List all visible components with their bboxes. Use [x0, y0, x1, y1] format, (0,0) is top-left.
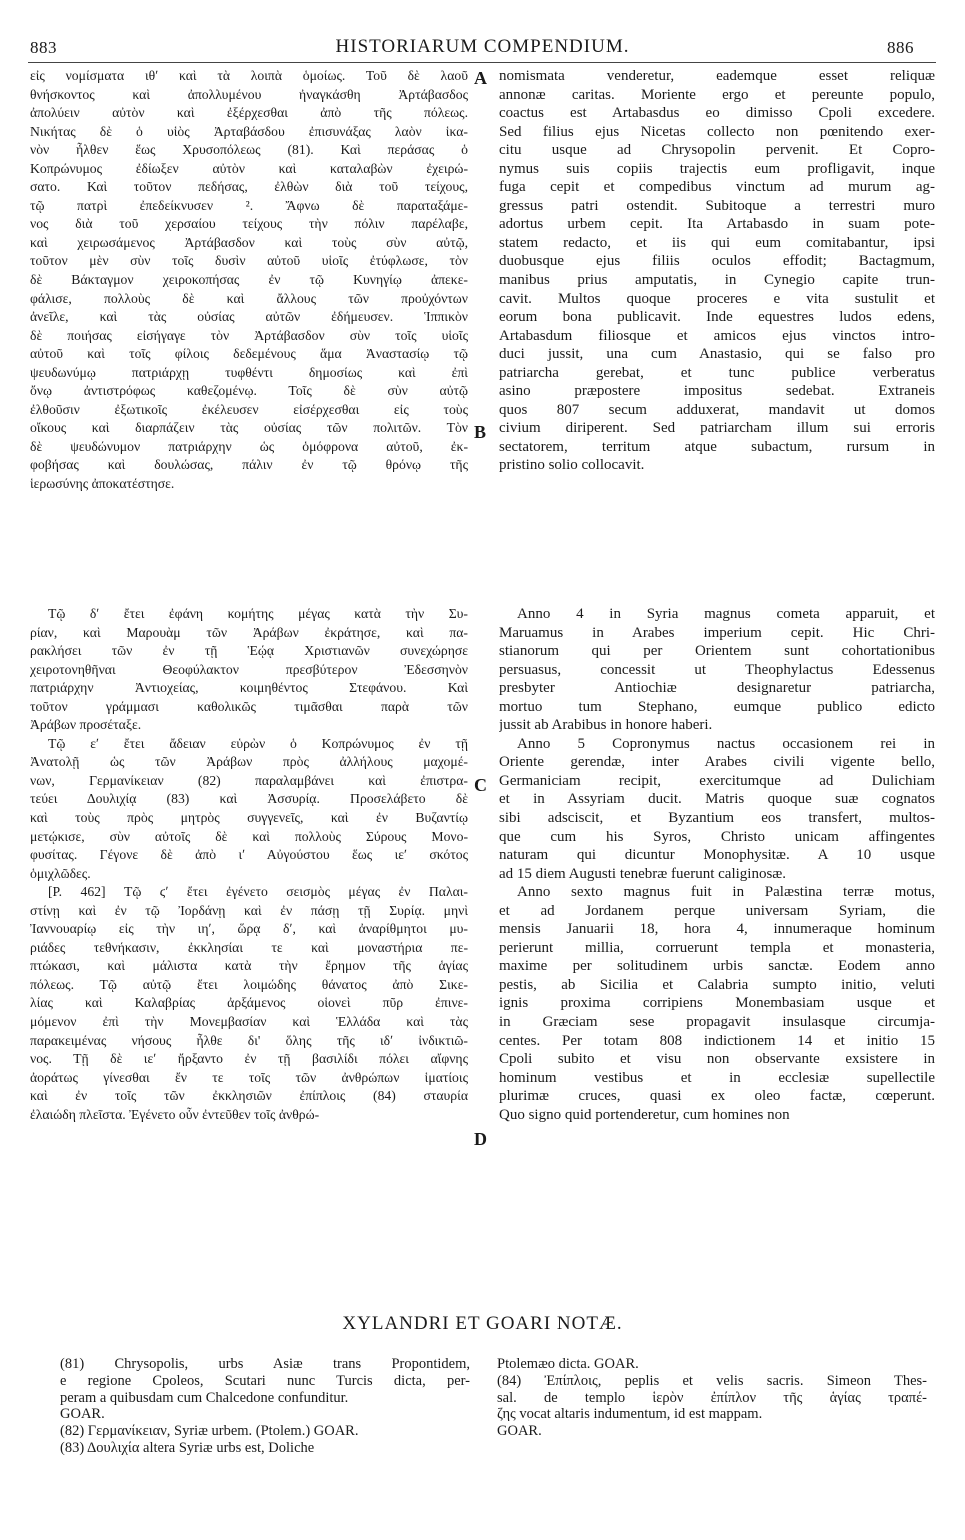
text-line: civium diriperent. Sed patriarcham illum sui erroris — [499, 420, 935, 437]
text-line: ἐλαιώδη πλεῖστα. Ἐγένετο οὖν ἐντεῦθεν τοῖς ἀνθρώ- — [30, 1106, 320, 1122]
text-line: Ptolemæo dicta. GOAR. — [497, 1356, 639, 1372]
text-line: quos 807 secum adduxerat, mandavit ut domos — [499, 401, 935, 418]
text-line: persuasus, concessit ut Theophylactus Edessenus — [499, 661, 935, 678]
text-line: in Græciam sese propagavit insulasque circumja- — [499, 1014, 935, 1031]
text-line: GOAR. — [497, 1423, 542, 1440]
text-line: naturam qui dicuntur Monophysitæ. A 10 usque — [499, 847, 935, 864]
text-line: cavit. Multos quoque proceres e vita sustulit et — [499, 290, 935, 307]
text-line: Κοπρώνυμος ἐδίωξεν αὐτὸν καὶ καταλαβὼν ἐχειρώ- — [30, 160, 468, 176]
text-line: Artabasdum filiosque et amicos ejus vinctos intro- — [499, 327, 935, 344]
running-title: HISTORIARUM COMPENDIUM. — [335, 36, 630, 57]
text-line: et in Assyriam ducit. Matris quoque suæ cognatos — [499, 791, 935, 808]
text-line: θνήσκοντος καὶ ἀπολλυμένου ἠναγκάσθη Ἀρτάβασδος — [30, 86, 468, 102]
text-line: Sed filius ejus Nicetas collecto non pœnitendo exer- — [499, 123, 935, 140]
text-line: manibus prius amputatis, in Cynegio capite trun- — [499, 272, 935, 289]
text-line: ὁμιχλῶδες. — [30, 865, 91, 881]
text-line: adortus urbem cepit. Ita Artabasdo in suam pote- — [499, 216, 935, 233]
section-marker-d: D — [474, 1129, 487, 1149]
text-line: λίας καὶ Καλαβρίας ἀρξάμενος οἱονεὶ πῦρ ἐπινε- — [30, 995, 468, 1011]
text-line: sal. de templo ἱερὸν ἐπίπλον τῆς ἁγίας τραπέ- — [497, 1389, 927, 1406]
text-line: παρακειμένας νήσους ἦλθε δι' ὅλης τῆς ιδʹ ἰνδικτιῶ- — [30, 1032, 468, 1048]
text-line: φυσίτας. Γέγονε δὲ ἀπὸ ιʹ Αὐγούστου ἕως ιεʹ σκότος — [30, 847, 468, 863]
text-line: ρακλήσει τῶν ἐν τῇ Ἑῴᾳ Χριστιανῶν συνεχώρησε — [30, 643, 468, 659]
page-number-left: 883 — [30, 38, 57, 57]
text-line: Oriente gerendæ, inter Arabes civili vigente bello, — [499, 754, 935, 771]
text-line: ad 15 diem Augusti tenebræ fuerunt caliginosæ. — [499, 865, 787, 882]
text-line: et ad Jordanem perque universam Syriam, die — [499, 902, 935, 919]
text-line: οἴκους καὶ διαρπάζειν τὰς οὐσίας τῶν πολιτῶν. Τὸν — [30, 420, 468, 436]
text-line: εἰς νομίσματα ιθʹ καὶ τὰ λοιπὰ ὁμοίως. Τοῦ δὲ λαοῦ — [30, 68, 468, 83]
greek-column-part-b — [30, 605, 468, 1124]
text-line: δὲ ποιήσας εἰσήγαγε τὸν Ἀρτάβασδον σὺν τοῖς υἱοῖς — [30, 327, 468, 343]
text-line: Τῷ εʹ ἔτει ἄδειαν εὑρὼν ὁ Κοπρώνυμος ἐν τῇ — [48, 735, 468, 751]
text-line: ἱερωσύνης ἀποκατέστησε. — [30, 476, 175, 492]
text-line: eorum bona publicavit. Inde equestres ludos edens, — [499, 309, 935, 326]
greek-column-part-a — [30, 67, 468, 494]
text-line: Anno sexto magnus fuit in Palæstina terræ motus, — [517, 884, 935, 901]
text-line: stianorum qui per Orientem sunt cohortationibus — [499, 643, 935, 660]
text-line: centes. Per totam 808 indictionem 14 et initio 15 — [499, 1032, 935, 1049]
text-line: nymus suis copiis trajectis eum profligavit, inque — [499, 160, 935, 177]
text-line: [P. 462] Τῷ ϛʹ ἔτει ἐγένετο σεισμὸς μέγας ἐν Παλαι- — [48, 884, 468, 900]
text-line: plurimæ cruces, quasi ex oleo factæ, cœperunt. — [499, 1088, 935, 1105]
text-line: νων, Γερμανίκειαν (82) παραλαμβάνει καὶ ἐπιστρα- — [30, 772, 468, 788]
text-line: τεύει Δουλιχίᾳ (83) καὶ Ἀσσυρίᾳ. Προσελάβετο δὲ — [30, 791, 468, 807]
text-line: sibi adsciscit, et Byzantium eos transfert, multos- — [499, 810, 935, 827]
text-line: asino præpostere impositus sedebat. Extraneis — [499, 383, 935, 400]
text-line: coactus est Artabasdus eo dimisso Cpoli excedere. — [499, 105, 935, 122]
text-line: jussit ab Arabibus in honore haberi. — [499, 717, 713, 734]
text-line: e regione Cpoleos, Scutari nunc Turcis dicta, per- — [60, 1372, 470, 1389]
text-line: Anno 5 Copronymus nactus occasionem rei in — [517, 735, 935, 752]
text-line: Νικήτας δὲ ὁ υἱὸς Ἀρταβάσδου ἐπισυνάξας λαὸν ἱκα- — [30, 123, 468, 139]
text-line: statem redacto, et iis qui eum comitabantur, ipsi — [499, 234, 935, 251]
text-line: mensis Januarii 18, hora 4, innumeraque hominum — [499, 921, 935, 938]
text-line: ἀπολύειν αὐτὸν καὶ ἐξέρχεσθαι ἀπὸ τῆς πόλεως. — [30, 105, 468, 121]
section-marker-a: A — [474, 68, 487, 88]
section-marker-b: B — [474, 422, 487, 442]
text-line: ζης vocat altaris indumentum, id est mappam. — [497, 1406, 763, 1423]
text-line: καὶ χειρωσάμενος Ἀρτάβασδον καὶ τοὺς σὺν αὐτῷ, — [30, 234, 468, 250]
text-line: que cum his Syros, Christo unicam affingentes — [499, 828, 935, 845]
text-line: νος. Τῇ δὲ ιεʹ ἤρξαντο ἐν τῇ βασιλίδι πόλει αἴφνης — [30, 1051, 468, 1067]
text-line: duobusque ejus filiis oculos effodit; Bactagmum, — [499, 253, 935, 270]
text-line: ψευδωνύμῳ πατριάρχῃ τυφθέντι δημοσίως καὶ ἐπὶ — [30, 364, 468, 380]
text-line: (83) Δουλιχία altera Syriæ urbs est, Doliche — [60, 1439, 315, 1456]
text-line: Quo signo quid portenderetur, cum homines non — [499, 1106, 790, 1123]
text-line: mortuo tum Stephano, eumque publico edicto — [499, 698, 935, 715]
header-rule — [28, 62, 936, 63]
text-line: citu usque ad Chrysopolin pervenit. Et Copro- — [499, 142, 935, 159]
text-line: ριάδες τεθνήκασιν, ἐκκλησίαι τε καὶ μοναστήρια πε- — [30, 939, 468, 955]
text-line: δὲ ψευδώνυμον πατριάρχην ὡς ὁμόφρονα αὐτοῦ, ἐκ- — [30, 438, 468, 454]
text-line: φάλισε, πολλοὺς δὲ καὶ ἄλλους τῶν προὐχόντων — [30, 290, 468, 306]
text-line: καὶ τοὺς πρὸς μητρὸς συγγενεῖς, καὶ ἐν Βυζαντίῳ — [30, 810, 468, 826]
text-line: Anno 4 in Syria magnus cometa apparuit, et — [517, 606, 935, 622]
text-line: καὶ ἐν τοῖς τῶν ἐκκλησιῶν ἐπίπλοις (84) σταυρία — [30, 1088, 468, 1104]
latin-column-part-b — [499, 605, 935, 1124]
text-line: τοῦτον γράμμασι καθολικῶς τιμᾶσθαι παρὰ τῶν — [30, 698, 468, 714]
text-line: fuga cepit et compedibus vinctum ad murum ag- — [499, 179, 935, 196]
text-line: ἀοράτως γίνεσθαι ἔν τε τοῖς τῶν ἀνθρώπων ἱματίοις — [30, 1069, 468, 1085]
text-line: sectatorem, territum atque subactum, rursum in — [499, 438, 935, 455]
text-line: σατο. Καὶ τοῦτον πεδήσας, ἐλθὼν διὰ τοῦ τείχους, — [30, 179, 468, 195]
text-line: ὄνῳ ἀντιστρόφως καθεζομένῳ. Τοῖς δὲ σὺν αὐτῷ — [30, 383, 468, 399]
notes-right-column — [497, 1356, 927, 1440]
text-line: peram a quibusdam cum Chalcedone confunditur. — [60, 1389, 349, 1406]
text-line: νὸν ἦλθεν ἕως Χρυσοπόλεως (81). Καὶ περάσας ὁ — [30, 142, 468, 158]
notes-left-column — [60, 1356, 470, 1457]
text-line: (82) Γερμανίκειαν, Syriæ urbem. (Ptolem.) GOAR. — [60, 1423, 359, 1440]
text-line: φοβήσας καὶ δουλώσας, πάλιν ἐν τῷ θρόνῳ τῆς — [30, 457, 468, 473]
text-line: νος διὰ τοῦ χερσαίου τείχους τὴν πόλιν παρέλαβε, — [30, 216, 468, 232]
text-line: μετῴκισε, σὺν αὐτοῖς δὲ καὶ πολλοὺς Σύρους Μονο- — [30, 828, 468, 844]
text-line: Cpoli subito et visu non observante exsistere in — [499, 1051, 935, 1068]
text-line: ignis proxima corripiens Monembasiam usque et — [499, 995, 935, 1012]
page-number-right: 886 — [887, 38, 914, 57]
section-marker-c: C — [474, 775, 487, 795]
text-line: pristino solio collocavit. — [499, 457, 645, 474]
text-line: nomismata venderetur, eademque esset reliquæ — [499, 68, 935, 84]
text-line: ἀνεῖλε, καὶ τὰς οὐσίας αὐτῶν ἐδήμευσεν. Ἱππικὸν — [30, 309, 468, 325]
text-line: Germaniciam recipit, exercitumque ad Dulichiam — [499, 772, 935, 789]
text-line: πόλεως. Τῷ αὐτῷ ἔτει λοιμώδης θάνατος ἀπὸ Σικε- — [30, 976, 468, 992]
text-line: δὲ Βάκταγμον χειροκοπήσας ἐν τῷ Κυνηγίῳ ἀπεκε- — [30, 272, 468, 288]
text-line: Ἰαννουαρίῳ εἰς τὴν ιηʹ, ὥρᾳ δʹ, καὶ ἀναρίθμητοι μυ- — [30, 921, 468, 937]
text-line: patriarcha gerebat, et tunc publice verberatus — [499, 364, 935, 381]
notes-heading: XYLANDRI ET GOARI NOTÆ. — [342, 1313, 623, 1334]
text-line: (81) Chrysopolis, urbs Asiæ trans Propontidem, — [60, 1356, 470, 1372]
text-line: Ἀράβων προσέταξε. — [30, 717, 142, 733]
text-line: αὐτοῦ καὶ τοῖς φίλοις δεδεμένους ἅμα Ἀναστασίῳ τῷ — [30, 346, 468, 362]
text-line: χειροτονηθῆναι Θεοφύλακτον πρεσβύτερον Ἐδεσσηνὸν — [30, 661, 468, 677]
text-line: pestis, ab Sicilia et Calabria sumpto initio, veluti — [499, 976, 935, 993]
text-line: ρίαν, καὶ Μαρουὰμ τῶν Ἀράβων ἐκράτησε, καὶ πα- — [30, 624, 468, 640]
text-line: duci jussit, una cum Anastasio, qui se falso pro — [499, 346, 935, 363]
text-line: Maruamus in Arabes imperium cepit. Hic Chri- — [499, 624, 935, 641]
text-line: (84) Ἐπίπλοις, peplis et velis sacris. Simeon Thes- — [497, 1372, 927, 1389]
text-line: Τῷ δʹ ἔτει ἐφάνη κομήτης μέγας κατὰ τὴν Συ- — [48, 606, 468, 621]
text-line: ἐλθοῦσιν ἐξωτικοῖς ἐκέλευσεν εἰσέρχεσθαι εἰς τοὺς — [30, 401, 468, 417]
text-line: πτώκασι, καὶ μάλιστα κατὰ τὴν ἔρημον τῆς ἁγίας — [30, 958, 468, 974]
text-line: maxime per solitudinem urbis sanctæ. Eodem anno — [499, 958, 935, 975]
text-line: στίνῃ καὶ ἐν τῷ Ἰορδάνῃ καὶ ἐν πάσῃ τῇ Συρίᾳ. μηνὶ — [30, 902, 468, 918]
text-line: annonæ caritas. Moriente ergo et pereunte populo, — [499, 86, 935, 103]
text-line: πατριάρχην Ἀντιοχείας, κοιμηθέντος Στεφάνου. Καὶ — [30, 680, 468, 696]
text-line: presbyter Antiochiæ designaretur patriarcha, — [499, 680, 935, 697]
text-line: τοῦτον μὲν σὺν τοῖς δυσὶν αὐτοῦ υἱοῖς ἐτύφλωσε, τὸν — [30, 253, 468, 269]
text-line: perierunt millia, corruerunt templa et monasteria, — [499, 939, 935, 956]
text-line: hominum vestibus et in ecclesiæ supellectile — [499, 1069, 935, 1086]
text-line: gressus patri ostendit. Subitoque a terrestri muro — [499, 197, 935, 214]
latin-column-part-a — [499, 67, 935, 475]
text-line: μόμενον ἐπὶ τὴν Μονεμβασίαν καὶ Ἑλλάδα καὶ τὰς — [30, 1014, 468, 1030]
text-line: GOAR. — [60, 1406, 105, 1423]
text-line: τῷ πατρὶ ἐπεδείκνυσεν ². Ἄφνω δὲ παραταξάμε- — [30, 197, 468, 213]
text-line: Ἀνατολῇ ὡς τῶν Ἀράβων πρὸς ἀλλήλους μαχομέ- — [30, 754, 468, 770]
